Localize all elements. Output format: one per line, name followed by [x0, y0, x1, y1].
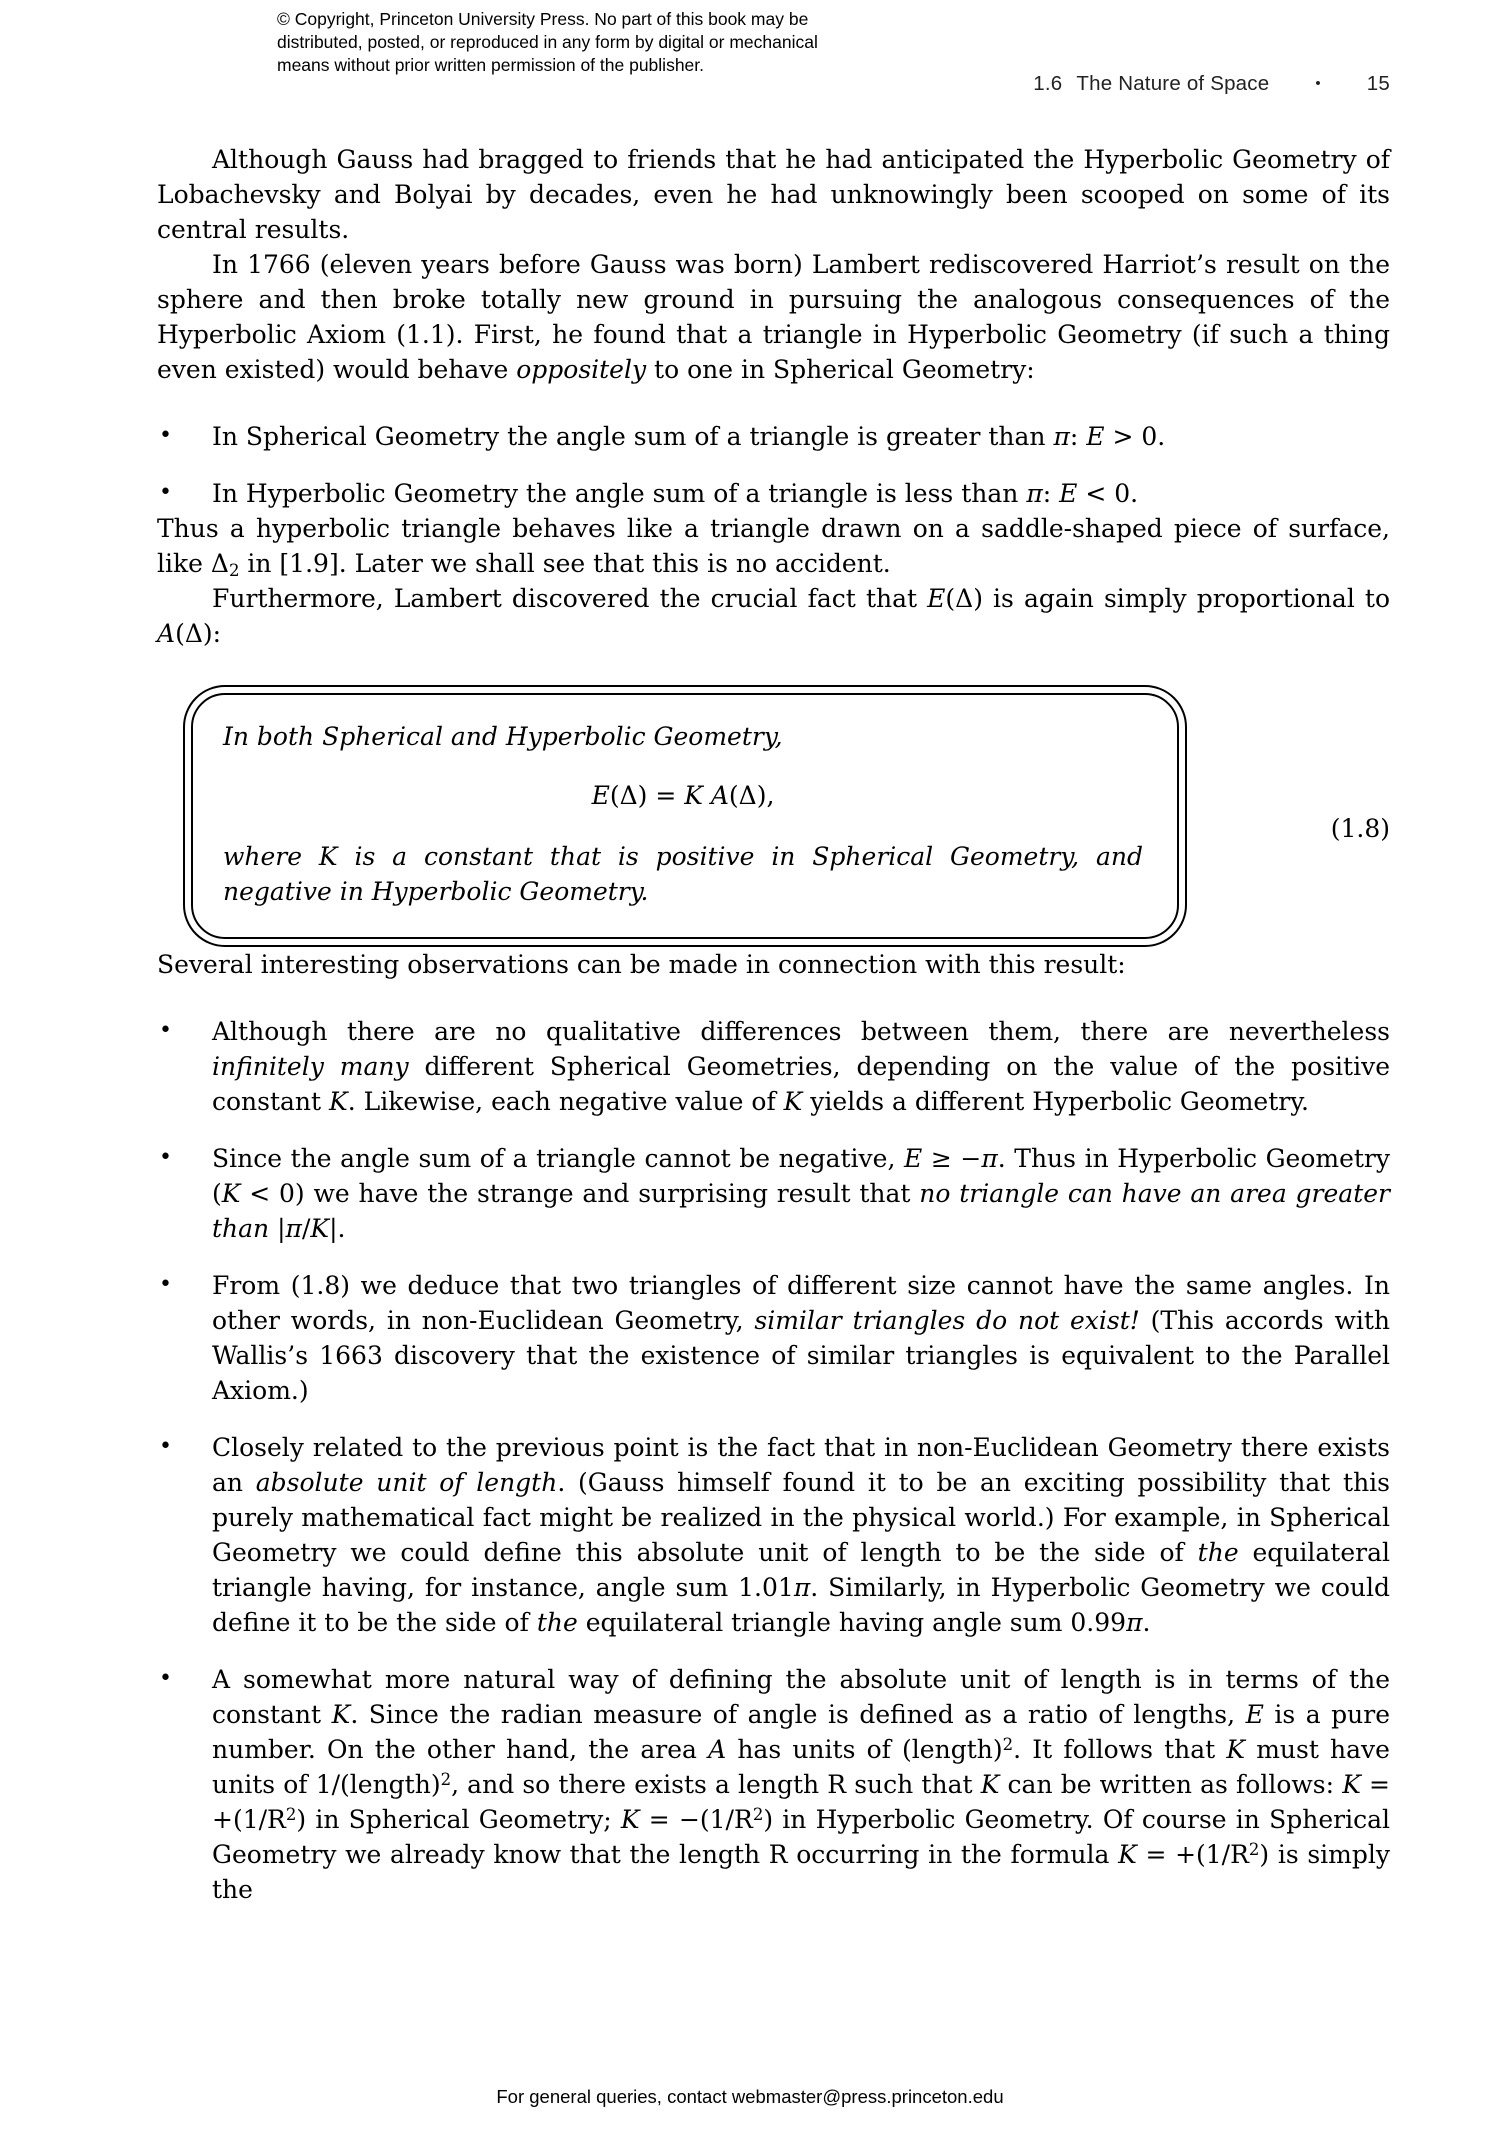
- bullet-item-spherical: [157, 419, 1390, 454]
- copyright-line: distributed, posted, or reproduced in any form by digital or mechanical: [277, 32, 818, 52]
- paragraph-gauss-scooped: Although Gauss had bragged to friends that he had anticipated the Hyperbolic Geometry of Lobachevsky and Bolyai by decades, even he had unknowingly been scooped on some of its central results.: [157, 145, 1390, 244]
- copyright-line: © Copyright, Princeton University Press. No part of this book may be: [277, 9, 809, 29]
- angle-sum-bullet-list: [157, 419, 1390, 511]
- observations-bullet-list: [157, 1014, 1390, 1907]
- theorem-box-wrapper: [157, 685, 1390, 947]
- page-number: 15: [1366, 72, 1390, 95]
- bullet-item-infinitely-many: [157, 1014, 1390, 1119]
- bullet-text: From (1.8) we deduce that two triangles of different size cannot have the same angles. In other words, in non-Euclidean Geometry, similar triangles do not exist! (This accords with Wallis’s 1663 discovery that the existence of similar triangles is equivalent to the Parallel Axiom.): [212, 1271, 1391, 1405]
- bullet-text: Since the angle sum of a triangle cannot be negative, E ≥ −π. Thus in Hyperbolic Geometry (K < 0) we have the strange and surprising result that no triangle can have an area greater than |π/K|.: [212, 1144, 1391, 1243]
- theorem-box: [183, 685, 1187, 947]
- bullet-icon: •: [159, 1145, 172, 1170]
- main-text-column: [157, 142, 1390, 1907]
- bullet-icon: •: [159, 1018, 172, 1043]
- bullet-icon: •: [159, 480, 172, 505]
- bullet-text: In Hyperbolic Geometry the angle sum of a triangle is less than π: E < 0.: [212, 479, 1139, 508]
- paragraph-saddle: Thus a hyperbolic triangle behaves like a triangle drawn on a saddle-shaped piece of surface, like $\Delta_2$ in [1.9]. Later we shall see that this is no accident.: [157, 514, 1390, 581]
- paragraph-furthermore: Furthermore, Lambert discovered the crucial fact that E(Δ) is again simply proportional to A(Δ):: [157, 584, 1390, 648]
- bullet-item-constant-k: [157, 1662, 1390, 1907]
- bullet-item-max-area: [157, 1141, 1390, 1246]
- bullet-icon: •: [159, 1434, 172, 1459]
- box-statement-intro: In both Spherical and Hyperbolic Geometry,: [223, 722, 783, 751]
- bullet-item-similar-triangles: [157, 1268, 1390, 1408]
- box-statement-where: where K is a constant that is positive in Spherical Geometry, and negative in Hyperbolic Geometry.: [223, 842, 1143, 906]
- bullet-icon: •: [159, 1272, 172, 1297]
- section-title: The Nature of Space: [1076, 72, 1270, 95]
- bullet-text: Although there are no qualitative differences between them, there are nevertheless infinitely many different Spherical Geometries, depending on the value of the positive constant K. Likewise, each negative value of K yields a different Hyperbolic Geometry.: [212, 1017, 1390, 1116]
- bullet-icon: •: [159, 423, 172, 448]
- paragraph-observations-intro: Several interesting observations can be made in connection with this result:: [157, 950, 1126, 979]
- theorem-box-inner: [191, 693, 1179, 939]
- section-number: 1.6: [1033, 72, 1063, 95]
- bullet-text: A somewhat more natural way of defining the absolute unit of length is in terms of the constant K. Since the radian measure of angle is defined as a ratio of lengths, E is a pure number. On the other hand, the area A has units of (length)$^2$. It follows that K must have units of 1/(length)$^2$, and so there exists a length R such that K can be written as follows: $K = +(1/R^2)$ in Spherical Geometry; $K = -(1/R^2)$ in Hyperbolic Geometry. Of course in Spherical Geometry we already know that the length R occurring in the formula $K = +(1/R^2)$ is simply the: [212, 1665, 1391, 1904]
- separator-dot-icon: •: [1315, 75, 1321, 92]
- equation-number: (1.8): [1330, 814, 1390, 843]
- copyright-line: means without prior written permission of the publisher.: [277, 55, 705, 75]
- paragraph-lambert-1766: In 1766 (eleven years before Gauss was born) Lambert rediscovered Harriot’s result on the sphere and then broke totally new ground in pursuing the analogous consequences of the Hyperbolic Axiom (1.1). First, he found that a triangle in Hyperbolic Geometry (if such a thing even existed) would behave oppositely to one in Spherical Geometry:: [157, 250, 1390, 384]
- bullet-icon: •: [159, 1666, 172, 1691]
- bullet-item-hyperbolic: [157, 476, 1390, 511]
- bullet-text: In Spherical Geometry the angle sum of a triangle is greater than π: E > 0.: [212, 422, 1166, 451]
- box-equation: E(Δ) = K A(Δ),: [591, 781, 775, 810]
- bullet-text: Closely related to the previous point is the fact that in non-Euclidean Geometry there exists an absolute unit of length. (Gauss himself found it to be an exciting possibility that this purely mathematical fact might be realized in the physical world.) For example, in Spherical Geometry we could define this absolute unit of length to be the side of the equilateral triangle having, for instance, angle sum 1.01π. Similarly, in Hyperbolic Geometry we could define it to be the side of the equilateral triangle having angle sum 0.99π.: [212, 1433, 1391, 1637]
- copyright-notice: [277, 8, 818, 77]
- footer-queries-text: For general queries, contact webmaster@press.princeton.edu: [496, 2086, 1004, 2107]
- running-head: [0, 72, 1390, 96]
- bullet-item-absolute-unit: [157, 1430, 1390, 1640]
